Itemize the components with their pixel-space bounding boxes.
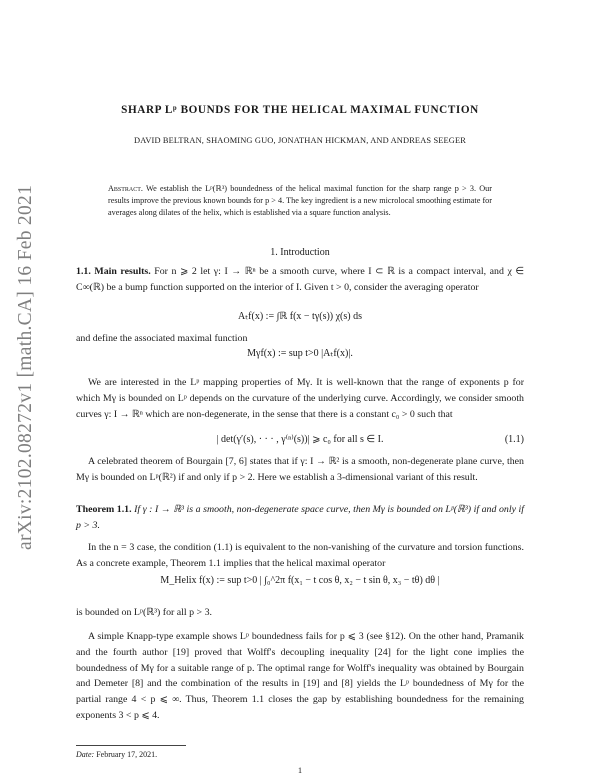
abstract-label: Abstract. (108, 184, 143, 193)
paragraph-knapp: A simple Knapp-type example shows Lᵖ boundedness fails for p ⩽ 3 (see §12). On the other hand, Pramanik and the fourth author [19] proved that Wolff's decoupling inequality [24] for the light cone implies the boundedness of Mγ for a suitable range of p. The optimal range for Wolff's inequality was obtained by Bourgain and Demeter [8] and the combination of the results in [19] and [8] yields the Lᵖ boundedness of Mγ for the partial range 4 < p ⩽ ∞. Thus, Theorem 1.1 closes the gap by establishing boundedness for the remaining exponents 3 < p ⩽ 4. (76, 631, 524, 721)
subsection-label: 1.1. Main results. (76, 266, 151, 277)
abstract (108, 183, 492, 220)
equation-averaging-operator: Aₜf(x) := ∫ℝ f(x − tγ(s)) χ(s) ds (238, 311, 362, 322)
equation-number: (1.1) (504, 434, 524, 445)
paragraph-lp-properties: We are interested in the Lᵖ mapping properties of Mγ. It is well-known that the range of exponents p for which Mγ is bounded on Lᵖ depends on the curvature of the underlying curve. Accordingly, we consider smooth curves γ: I → ℝⁿ which are non-degenerate, in the sense that there is a constant c₀ > 0 such that (76, 377, 524, 420)
paper-title: SHARP Lᵖ BOUNDS FOR THE HELICAL MAXIMAL FUNCTION (121, 104, 479, 116)
equation-helical-maximal: M_Helix f(x) := sup t>0 | ∫₀^2π f(x₁ − t cos θ, x₂ − t sin θ, x₃ − tθ) dθ | (160, 575, 440, 586)
footnote-divider (76, 745, 186, 746)
paragraph-text: For n ⩾ 2 let γ: I → ℝⁿ be a smooth curve, where I ⊂ ℝ is a compact interval, and χ ∈ C∞(ℝ) be a bump function supported on the interior of I. Given t > 0, consider the averaging operator (76, 266, 524, 293)
arxiv-identifier: arXiv:2102.08272v1 [math.CA] 16 Feb 2021 (15, 184, 36, 551)
footnote-label: Date: (76, 750, 95, 759)
equation-nondegenerate: | det(γ′(s), · · · , γ⁽ⁿ⁾(s))| ⩾ c₀ for all s ∈ I. (216, 434, 384, 445)
paragraph-helix-bounded: is bounded on Lᵖ(ℝ³) for all p > 3. (76, 607, 212, 618)
author-list: DAVID BELTRAN, SHAOMING GUO, JONATHAN HICKMAN, AND ANDREAS SEEGER (134, 136, 466, 145)
paragraph-bourgain: A celebrated theorem of Bourgain [7, 6] states that if γ: I → ℝ² is a smooth, non-degenerate plane curve, then Mγ is bounded on Lᵖ(ℝ²) if and only if p > 2. Here we establish a 3-dimensional variant of this result. (76, 456, 524, 483)
footnote (76, 750, 157, 759)
theorem-label: Theorem 1.1. (76, 504, 132, 515)
paragraph-main-results (76, 264, 524, 296)
equation-maximal-function: Mγf(x) := sup t>0 |Aₜf(x)|. (247, 348, 353, 359)
theorem-text: If γ : I → ℝ³ is a smooth, non-degenerate space curve, then Mγ is bounded on Lᵖ(ℝ³) if and only if p > 3. (76, 504, 525, 531)
abstract-text: We establish the Lᵖ(ℝ³) boundedness of the helical maximal function for the sharp range p > 3. Our results improve the previous known bounds for p > 4. The key ingredient is a new microlocal smoothing estimate for averages along dilates of the helix, which is established via a square function analysis. (108, 184, 492, 218)
page-number: 1 (297, 765, 303, 775)
theorem-1-1 (76, 502, 524, 534)
paragraph-maximal-intro: and define the associated maximal function (76, 333, 248, 344)
footnote-text: February 17, 2021. (96, 750, 158, 759)
paragraph-n3-case: In the n = 3 case, the condition (1.1) is equivalent to the non-vanishing of the curvature and torsion functions. As a concrete example, Theorem 1.1 implies that the helical maximal operator (76, 542, 524, 569)
section-heading: 1. Introduction (270, 247, 330, 258)
